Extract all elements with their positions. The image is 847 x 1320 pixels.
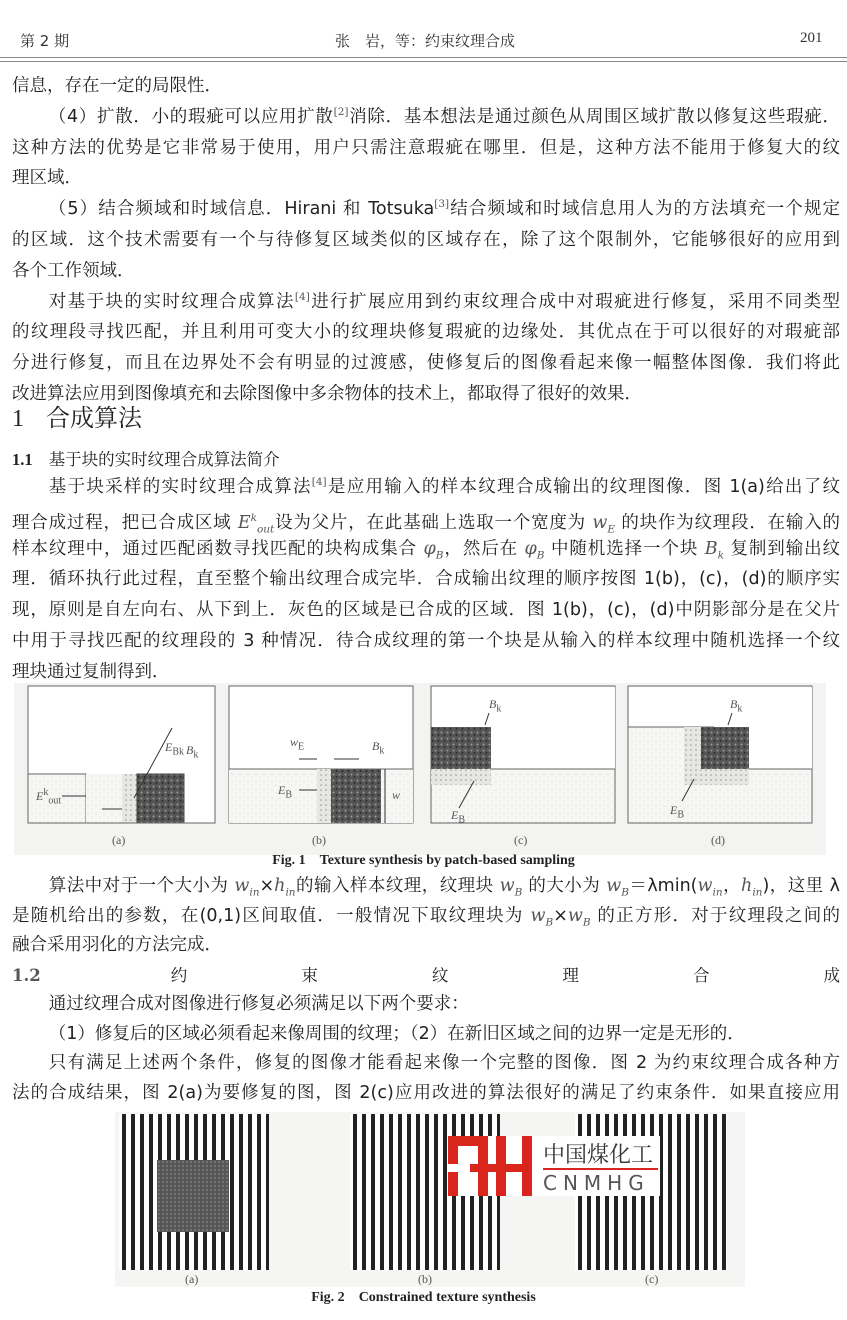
defect-region	[157, 1160, 229, 1232]
label-w-e: $w_E$	[290, 735, 305, 753]
text-line	[12, 1020, 840, 1050]
text-run: 样本纹理中，通过匹配函数寻找匹配的块构成集合	[12, 538, 424, 559]
watermark-en: CNMHG	[543, 1171, 650, 1195]
text-run: 的正方形．对于纹理段之间的	[590, 905, 841, 926]
texture-original	[119, 1114, 269, 1270]
text-run: （4）扩散．小的瑕疵可以应用扩散	[48, 106, 334, 127]
text-run: 对基于块的实时纹理合成算法	[48, 291, 295, 312]
text-run: ×	[259, 876, 275, 896]
panel-label: (a)	[185, 1272, 199, 1286]
text-run: 中随机选择一个块	[544, 538, 705, 559]
text-run: 基于块采样的实时纹理合成算法	[48, 477, 312, 497]
subsection-number: 1.1	[12, 450, 33, 469]
mh-logo-icon	[448, 1136, 532, 1196]
math-symbol: $w_B$	[606, 876, 629, 899]
text-run: 中用于寻找匹配的纹理段的 3 种情况．待合成纹理的第一个块是从输入的样本纹理中随机选择一个纹	[12, 630, 840, 651]
math-symbol: $w_E$	[592, 512, 615, 536]
label-e-b: $E_B$	[670, 803, 685, 821]
text-run: （1）修复后的区域必须看起来像周围的纹理；（2）在新旧区域之间的边界一定是无形的．	[48, 1023, 745, 1044]
text-line	[12, 564, 840, 595]
math-symbol: $h_{in}$	[741, 876, 763, 899]
text-line	[12, 317, 840, 348]
math-symbol: $w_{in}$	[697, 876, 723, 899]
text-run: 进行扩展应用到约束纹理合成中对瑕疵进行修复，采用不同类型	[309, 291, 841, 312]
figure-2	[115, 1112, 745, 1287]
caption-label: Fig. 1	[272, 853, 306, 868]
label-w: w	[392, 788, 401, 802]
text-line	[12, 626, 840, 657]
text-run: )，这里 λ	[762, 876, 840, 896]
text-run: ×	[553, 905, 568, 926]
subsection-title: 基于块的实时纹理合成算法简介	[48, 450, 280, 469]
panel-label: (c)	[514, 833, 528, 847]
subsection-heading	[12, 961, 840, 991]
text-line	[12, 287, 840, 318]
section-number: 1	[12, 406, 24, 432]
figure-1	[14, 683, 826, 855]
text-line	[12, 472, 840, 503]
figure-1-caption	[0, 853, 847, 869]
paragraph	[12, 1020, 840, 1050]
text-run: 设为父片，在此基础上选取一个宽度为	[274, 512, 593, 533]
text-run: 各个工作领域．	[12, 260, 135, 281]
citation: [4]	[311, 476, 327, 489]
label-e-bk: $E_{Bk}$	[165, 740, 185, 758]
panel-label: (a)	[112, 833, 126, 847]
citation: [4]	[294, 290, 310, 303]
text-run: 的块作为纹理段．在输入的	[614, 512, 841, 533]
text-run: 分进行修复，而且在边界处不会有明显的过渡感，使修复后的图像看起来像一幅整体图像．我们将此	[12, 353, 840, 374]
text-line	[12, 990, 840, 1020]
label-b-k: $B_k$	[372, 739, 385, 757]
text-run: 这种方法的优势是它非常易于使用，用户只需注意瑕疵在哪里．但是，这种方法不能用于修复大的纹	[12, 137, 840, 158]
label-b-k: $B_k$	[730, 697, 743, 715]
panel-label: (d)	[711, 833, 725, 847]
citation: [3]	[434, 198, 450, 211]
text-line	[12, 348, 840, 379]
label-e-out: $E^k_{out}$	[36, 787, 62, 807]
text-run: 信息，存在一定的局限性．	[12, 76, 222, 96]
math-symbol: $w_{in}$	[234, 876, 260, 899]
panel-b	[229, 686, 413, 823]
text-run: 结合频域和时域信息用人为的方法填充一个规定	[449, 199, 840, 220]
math-symbol: $w_B$	[499, 876, 523, 899]
label-e-b: $E_B$	[278, 783, 293, 801]
text-run: 的纹理段寻找匹配，并且利用可变大小的纹理块修复瑕疵的边缘处．其优点在于可以很好的对瑕疵部	[12, 322, 840, 343]
section-1-1-continued	[12, 872, 840, 1108]
subsection-number: 1.2	[12, 965, 41, 985]
panel-label: (b)	[418, 1272, 432, 1286]
math-symbol: $w_B$	[567, 905, 591, 928]
text-line	[12, 225, 840, 256]
caption-text: Texture synthesis by patch-based sampling	[319, 853, 575, 868]
section-title: 合成算法	[46, 404, 142, 432]
panel-d	[628, 686, 812, 823]
journal-issue: 第 2 期	[20, 32, 70, 50]
text-line	[12, 256, 840, 287]
paragraph	[12, 194, 840, 286]
subsection-title: 约束纹理合成	[56, 965, 840, 985]
text-line	[12, 194, 840, 225]
text-run: 是应用输入的样本纹理合成输出的纹理图像．图 1(a)给出了纹	[326, 477, 840, 497]
text-run: 理合成过程，把已合成区域	[12, 512, 238, 533]
text-run: 算法中对于一个大小为	[48, 876, 235, 896]
text-run: 理块通过复制得到．	[12, 661, 170, 682]
text-line	[12, 163, 840, 194]
panel-c	[431, 686, 615, 826]
text-line	[12, 1079, 840, 1109]
label-b-k: $B_k$	[186, 743, 199, 761]
text-line	[12, 902, 840, 932]
paragraph	[12, 287, 840, 410]
text-line	[12, 503, 840, 534]
math-symbol: $\varphi_B$	[423, 538, 444, 562]
paragraph	[12, 1049, 840, 1108]
text-run: 通过纹理合成对图像进行修复必须满足以下两个要求：	[48, 994, 469, 1014]
text-run: 改进算法应用到图像填充和去除图像中多余物体的技术上，都取得了很好的效果．	[12, 383, 642, 404]
text-line	[12, 1049, 840, 1079]
caption-label: Fig. 2	[311, 1290, 345, 1305]
text-run: 法的合成结果，图 2(a)为要修复的图，图 2(c)应用改进的算法很好的满足了约束条件．如果直接应用	[12, 1082, 840, 1103]
label-b-k: $B_k$	[489, 697, 502, 715]
figure-2-caption	[0, 1290, 847, 1306]
watermark-logo	[448, 1136, 660, 1196]
text-run: 的大小为	[522, 876, 607, 896]
section-heading	[12, 398, 142, 433]
page-number: 201	[800, 30, 823, 46]
text-run: ，然后在	[443, 538, 525, 559]
text-line	[12, 534, 840, 565]
intro-text	[12, 71, 840, 410]
text-line	[12, 931, 840, 961]
math-symbol: $\varphi_B$	[524, 538, 545, 562]
text-line	[12, 102, 840, 133]
math-symbol: $w_B$	[530, 905, 554, 928]
text-line	[12, 71, 840, 102]
text-run: ＝λmin(	[628, 876, 698, 896]
math-symbol: $B_k$	[704, 538, 724, 562]
text-run: ，	[722, 876, 742, 896]
watermark-cn: 中国煤化工	[543, 1143, 654, 1168]
text-run: 的输入样本纹理，纹理块	[295, 876, 500, 896]
panel-label: (b)	[312, 833, 326, 847]
text-run: 现，原则是自左向右、从下到上．灰色的区域是已合成的区域．图 1(b)，(c)，(d)中阴影部分是在父片	[12, 600, 840, 621]
paragraph	[12, 71, 840, 102]
text-line	[12, 595, 840, 626]
section-1-1-text	[12, 472, 840, 688]
math-symbol: $h_{in}$	[274, 876, 296, 899]
label-e-b: $E_B$	[451, 808, 466, 826]
text-run: 只有满足上述两个条件，修复的图像才能看起来像一个完整的图像．图 2 为约束纹理合成各种方	[48, 1053, 840, 1073]
subsection-heading	[12, 446, 280, 470]
running-title: 张 岩，等：约束纹理合成	[335, 32, 516, 50]
figure-1-diagram	[14, 683, 826, 855]
paragraph	[12, 102, 840, 194]
text-run: （5）结合频域和时域信息．Hirani 和 Totsuka	[48, 199, 435, 220]
text-run: 复制到输出纹	[724, 538, 841, 559]
math-symbol: $E^k_{out}$	[237, 511, 275, 536]
paragraph	[12, 472, 840, 688]
text-line	[12, 133, 840, 164]
text-run: 融合采用羽化的方法完成．	[12, 935, 222, 955]
text-run: 理．循环执行此过程，直至整个输出纹理合成完毕．合成输出纹理的顺序按图 1(b)，(c)，(d)的顺序实	[12, 569, 840, 590]
caption-text: Constrained texture synthesis	[358, 1290, 536, 1305]
text-run: 是随机给出的参数，在(0,1)区间取值．一般情况下取纹理块为	[12, 905, 531, 926]
text-run: 的区域．这个技术需要有一个与待修复区域类似的区域存在，除了这个限制外，它能够很好的应用到	[12, 229, 840, 250]
paragraph	[12, 872, 840, 961]
panel-label: (c)	[645, 1272, 659, 1286]
text-run: 理区域．	[12, 168, 82, 189]
header-rule	[0, 57, 847, 62]
citation: [2]	[333, 105, 349, 118]
text-line	[12, 872, 840, 902]
text-run: 消除．基本想法是通过颜色从周围区域扩散以修复这些瑕疵．	[348, 106, 840, 127]
paragraph	[12, 990, 840, 1020]
watermark-rule	[543, 1168, 658, 1170]
